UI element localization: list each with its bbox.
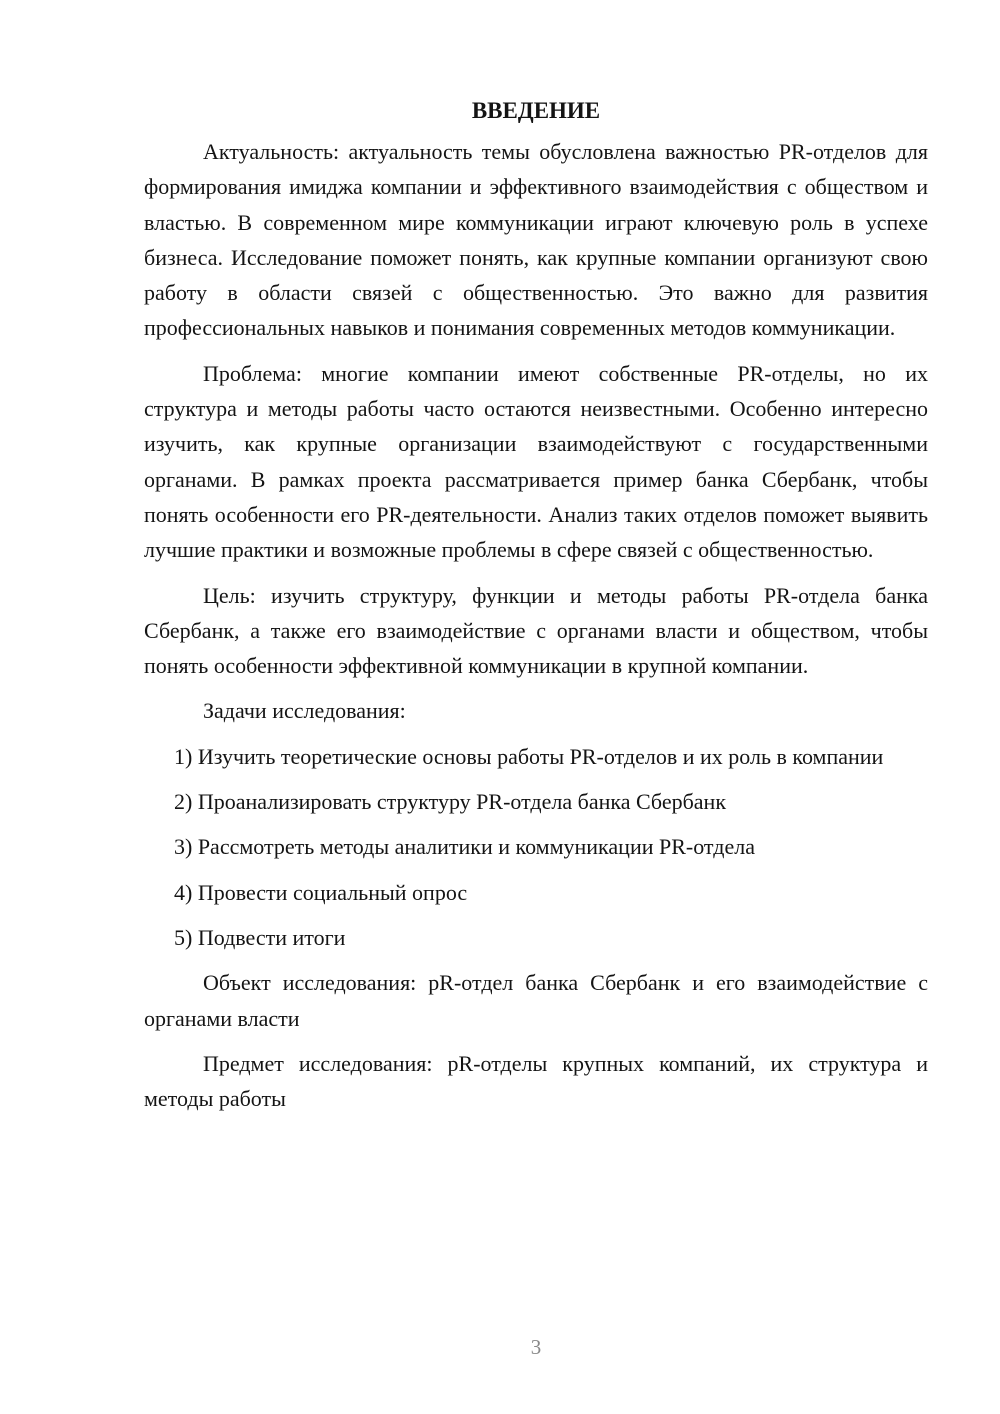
list-item: 2) Проанализировать структуру PR-отдела банка Сбербанк [174,789,727,815]
paragraph-goal: Цель: изучить структуру, функции и методы работы PR-отдела банка Сбербанк, а также его взаимодействие с органами власти и обществом, чтобы понять особенности эффективной коммуникации в крупной компании. [144,582,928,679]
paragraph-object: Объект исследования: pR-отдел банка Сбербанк и его взаимодействие с органами власти [144,970,928,1031]
list-item: 1) Изучить теоретические основы работы PR-отделов и их роль в компании [174,743,884,769]
list-item: 5) Подвести итоги [174,924,346,950]
paragraph-problem: Проблема: многие компании имеют собственные PR-отделы, но их структура и методы работы часто остаются неизвестными. Особенно интересно изучить, как крупные организации взаимодействуют с государственными органами. В рамках проекта рассматривается пример банка Сбербанк, чтобы понять особенности его PR-деятельности. Анализ таких отделов поможет выявить лучшие практики и возможные проблемы в сфере связей с общественностью. [144,360,928,563]
page-number: 3 [530,1335,542,1359]
page-title: ВВЕДЕНИЕ [471,98,601,123]
tasks-list [144,739,928,955]
tasks-heading: Задачи исследования: [203,698,406,724]
document-body [144,94,928,1116]
list-item: 4) Провести социальный опрос [174,879,468,905]
paragraph-relevance: Актуальность: актуальность темы обусловлена важностью PR-отделов для формирования имиджа компании и эффективного взаимодействия с обществом и властью. В современном мире коммуникации играют ключевую роль в успехе бизнеса. Исследование поможет понять, как крупные компании организуют свою работу в области связей с общественностью. Это важно для развития профессиональных навыков и понимания современных методов коммуникации. [144,139,928,341]
list-item: 3) Рассмотреть методы аналитики и коммуникации PR-отдела [174,834,755,860]
paragraph-subject: Предмет исследования: pR-отделы крупных компаний, их структура и методы работы [144,1050,928,1112]
